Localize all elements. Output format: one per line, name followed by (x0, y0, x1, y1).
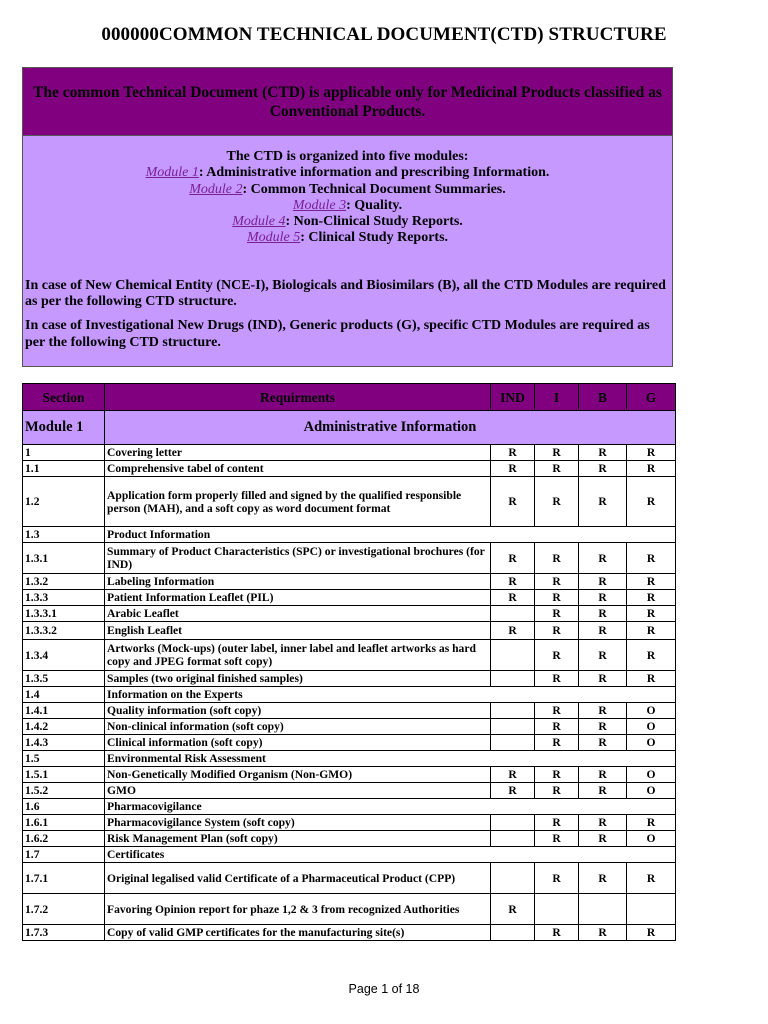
row-requirement: Application form properly filled and signed by the qualified responsible person (MAH), and a soft copy as word document format (105, 477, 491, 527)
note-nce: In case of New Chemical Entity (NCE-I), Biologicals and Biosimilars (B), all the CTD Modules are required as per the following CTD structure. (25, 277, 666, 310)
row-section: 1.5.1 (23, 767, 105, 783)
row-cell-b: R (579, 671, 627, 687)
table-row (23, 894, 676, 925)
row-section: 1.7 (23, 847, 105, 863)
row-cell-ind: R (491, 767, 535, 783)
row-cell-i: R (535, 671, 579, 687)
row-section: 1.4.2 (23, 719, 105, 735)
row-section: 1.3 (23, 527, 105, 543)
row-cell-g: R (627, 925, 676, 941)
row-cell-ind: R (491, 574, 535, 590)
table-row (23, 477, 676, 527)
col-header-b: B (579, 384, 627, 411)
row-requirement: Patient Information Leaflet (PIL) (105, 590, 491, 606)
row-section: 1.7.3 (23, 925, 105, 941)
row-cell-g: R (627, 574, 676, 590)
table-row (23, 831, 676, 847)
row-cell-i: R (535, 735, 579, 751)
row-cell-ind: R (491, 543, 535, 574)
module-item-5 (23, 230, 672, 246)
table-row (23, 640, 676, 671)
row-section: 1.6.2 (23, 831, 105, 847)
row-section: 1.3.3.1 (23, 606, 105, 622)
col-header-ind: IND (491, 384, 535, 411)
row-requirement: Comprehensive tabel of content (105, 461, 491, 477)
row-cell-i: R (535, 461, 579, 477)
row-cell-i: R (535, 543, 579, 574)
ctd-table (22, 383, 676, 941)
row-cell-b: R (579, 445, 627, 461)
row-cell-ind (491, 640, 535, 671)
row-section: 1.1 (23, 461, 105, 477)
row-cell-ind: R (491, 590, 535, 606)
module-item-1 (23, 165, 672, 181)
row-cell-i: R (535, 783, 579, 799)
row-cell-b: R (579, 606, 627, 622)
row-cell-i: R (535, 767, 579, 783)
table-row (23, 574, 676, 590)
row-section: 1.3.3.2 (23, 622, 105, 640)
row-section: 1.3.5 (23, 671, 105, 687)
row-section: 1.3.1 (23, 543, 105, 574)
row-cell-g: R (627, 445, 676, 461)
row-cell-ind (491, 719, 535, 735)
row-cell-g: R (627, 606, 676, 622)
table-row (23, 703, 676, 719)
row-cell-ind (491, 671, 535, 687)
table-row (23, 606, 676, 622)
row-requirement: Clinical information (soft copy) (105, 735, 491, 751)
table-row (23, 847, 676, 863)
module-1-text: : Administrative information and prescribing Information. (198, 165, 550, 181)
row-requirement: Product Information (105, 527, 676, 543)
table-body (23, 411, 676, 941)
row-cell-ind (491, 863, 535, 894)
row-cell-g: O (627, 735, 676, 751)
module-list-lead: The CTD is organized into five modules: (226, 149, 469, 164)
row-cell-b: R (579, 574, 627, 590)
row-requirement: Non-clinical information (soft copy) (105, 719, 491, 735)
module-3-link[interactable]: Module 3 (292, 197, 347, 213)
row-section: 1.3.4 (23, 640, 105, 671)
row-cell-i: R (535, 590, 579, 606)
table-row (23, 543, 676, 574)
row-section: 1.6 (23, 799, 105, 815)
row-section: 1.4.1 (23, 703, 105, 719)
page-title: 000000COMMON TECHNICAL DOCUMENT(CTD) STRUCTURE (101, 24, 667, 45)
table-row (23, 735, 676, 751)
module-2-link[interactable]: Module 2 (189, 181, 243, 197)
row-cell-i: R (535, 719, 579, 735)
col-header-i: I (535, 384, 579, 411)
row-cell-ind (491, 831, 535, 847)
row-requirement: Pharmacovigilance (105, 799, 676, 815)
row-requirement: Pharmacovigilance System (soft copy) (105, 815, 491, 831)
row-requirement: GMO (105, 783, 491, 799)
row-cell-g: O (627, 783, 676, 799)
row-section: 1.7.2 (23, 894, 105, 925)
row-section: 1.4.3 (23, 735, 105, 751)
row-cell-g: O (627, 719, 676, 735)
module-5-link[interactable]: Module 5 (246, 230, 301, 246)
row-cell-ind: R (491, 461, 535, 477)
module-4-link[interactable]: Module 4 (232, 214, 286, 230)
table-header-row (23, 384, 676, 411)
row-cell-g: R (627, 543, 676, 574)
row-section: 1.7.1 (23, 863, 105, 894)
row-cell-ind (491, 925, 535, 941)
table-row (23, 815, 676, 831)
col-header-requirements: Requirments (105, 384, 491, 411)
row-cell-b: R (579, 815, 627, 831)
row-requirement: Summary of Product Characteristics (SPC) or investigational brochures (for IND) (105, 543, 491, 574)
row-requirement: Certificates (105, 847, 676, 863)
row-cell-ind (491, 703, 535, 719)
row-cell-g: O (627, 831, 676, 847)
row-cell-i: R (535, 477, 579, 527)
row-cell-b (579, 894, 627, 925)
row-cell-i: R (535, 703, 579, 719)
col-header-section: Section (23, 384, 105, 411)
row-cell-b: R (579, 767, 627, 783)
row-section: 1.3.2 (23, 574, 105, 590)
module-2-text: : Common Technical Document Summaries. (242, 181, 506, 197)
row-cell-g: R (627, 461, 676, 477)
row-section: 1.4 (23, 687, 105, 703)
row-cell-ind: R (491, 894, 535, 925)
row-cell-i: R (535, 831, 579, 847)
table-row (23, 590, 676, 606)
module-item-2 (23, 182, 672, 198)
row-cell-b: R (579, 863, 627, 894)
row-cell-i: R (535, 925, 579, 941)
row-section: 1.5.2 (23, 783, 105, 799)
row-cell-ind: R (491, 445, 535, 461)
col-header-g: G (627, 384, 676, 411)
row-cell-ind: R (491, 783, 535, 799)
module-row (23, 411, 676, 445)
row-requirement: Risk Management Plan (soft copy) (105, 831, 491, 847)
row-cell-b: R (579, 735, 627, 751)
row-section: 1.6.1 (23, 815, 105, 831)
row-requirement: Samples (two original finished samples) (105, 671, 491, 687)
module-row-title: Administrative Information (105, 411, 676, 445)
row-cell-b: R (579, 640, 627, 671)
module-item-4 (23, 214, 672, 230)
row-cell-b: R (579, 925, 627, 941)
row-cell-ind (491, 815, 535, 831)
row-requirement: Information on the Experts (105, 687, 676, 703)
row-cell-ind (491, 606, 535, 622)
row-cell-g: R (627, 622, 676, 640)
page-footer: Page 1 of 18 (348, 982, 420, 996)
row-cell-ind: R (491, 622, 535, 640)
intro-box (22, 67, 673, 367)
row-cell-g: R (627, 815, 676, 831)
module-list (23, 149, 672, 247)
row-cell-i: R (535, 445, 579, 461)
row-section: 1.5 (23, 751, 105, 767)
table-row (23, 767, 676, 783)
row-cell-b: R (579, 461, 627, 477)
row-cell-b: R (579, 477, 627, 527)
row-cell-i: R (535, 863, 579, 894)
row-requirement: Environmental Risk Assessment (105, 751, 676, 767)
module-row-section: Module 1 (23, 411, 105, 445)
module-1-link[interactable]: Module 1 (145, 165, 199, 181)
table-row (23, 925, 676, 941)
table-row (23, 799, 676, 815)
table-row (23, 863, 676, 894)
row-requirement: Quality information (soft copy) (105, 703, 491, 719)
intro-heading: The common Technical Document (CTD) is applicable only for Medicinal Products classified as Conventional Products. (23, 68, 672, 136)
row-section: 1.3.3 (23, 590, 105, 606)
table-row (23, 622, 676, 640)
row-cell-g: R (627, 863, 676, 894)
row-requirement: Original legalised valid Certificate of a Pharmaceutical Product (CPP) (105, 863, 491, 894)
row-requirement: Non-Genetically Modified Organism (Non-GMO) (105, 767, 491, 783)
module-item-3 (23, 198, 672, 214)
row-cell-g: R (627, 640, 676, 671)
row-cell-i: R (535, 574, 579, 590)
row-requirement: Covering letter (105, 445, 491, 461)
row-cell-b: R (579, 719, 627, 735)
table-row (23, 671, 676, 687)
row-cell-b: R (579, 622, 627, 640)
row-requirement: Favoring Opinion report for phaze 1,2 & 3 from recognized Authorities (105, 894, 491, 925)
note-ind: In case of Investigational New Drugs (IND), Generic products (G), specific CTD Modules are required as per the following CTD structure. (25, 318, 650, 350)
row-cell-i: R (535, 815, 579, 831)
row-cell-b: R (579, 703, 627, 719)
row-cell-g (627, 894, 676, 925)
row-section: 1 (23, 445, 105, 461)
row-cell-b: R (579, 831, 627, 847)
row-cell-i (535, 894, 579, 925)
module-4-text: : Non-Clinical Study Reports. (285, 214, 463, 230)
table-row (23, 527, 676, 543)
row-requirement: Arabic Leaflet (105, 606, 491, 622)
row-cell-g: R (627, 477, 676, 527)
row-cell-b: R (579, 590, 627, 606)
row-requirement: Copy of valid GMP certificates for the manufacturing site(s) (105, 925, 491, 941)
table-row (23, 687, 676, 703)
row-cell-g: R (627, 671, 676, 687)
row-cell-g: O (627, 767, 676, 783)
table-row (23, 445, 676, 461)
row-section: 1.2 (23, 477, 105, 527)
row-requirement: Artworks (Mock-ups) (outer label, inner label and leaflet artworks as hard copy and JPEG format soft copy) (105, 640, 491, 671)
table-row (23, 751, 676, 767)
row-cell-g: O (627, 703, 676, 719)
table-row (23, 783, 676, 799)
module-5-text: : Clinical Study Reports. (300, 230, 449, 246)
row-cell-g: R (627, 590, 676, 606)
row-cell-ind (491, 735, 535, 751)
row-cell-i: R (535, 640, 579, 671)
row-cell-b: R (579, 783, 627, 799)
row-cell-b: R (579, 543, 627, 574)
module-3-text: : Quality. (346, 197, 403, 213)
row-cell-ind: R (491, 477, 535, 527)
row-cell-i: R (535, 606, 579, 622)
row-requirement: English Leaflet (105, 622, 491, 640)
row-cell-i: R (535, 622, 579, 640)
table-row (23, 461, 676, 477)
table-row (23, 719, 676, 735)
row-requirement: Labeling Information (105, 574, 491, 590)
